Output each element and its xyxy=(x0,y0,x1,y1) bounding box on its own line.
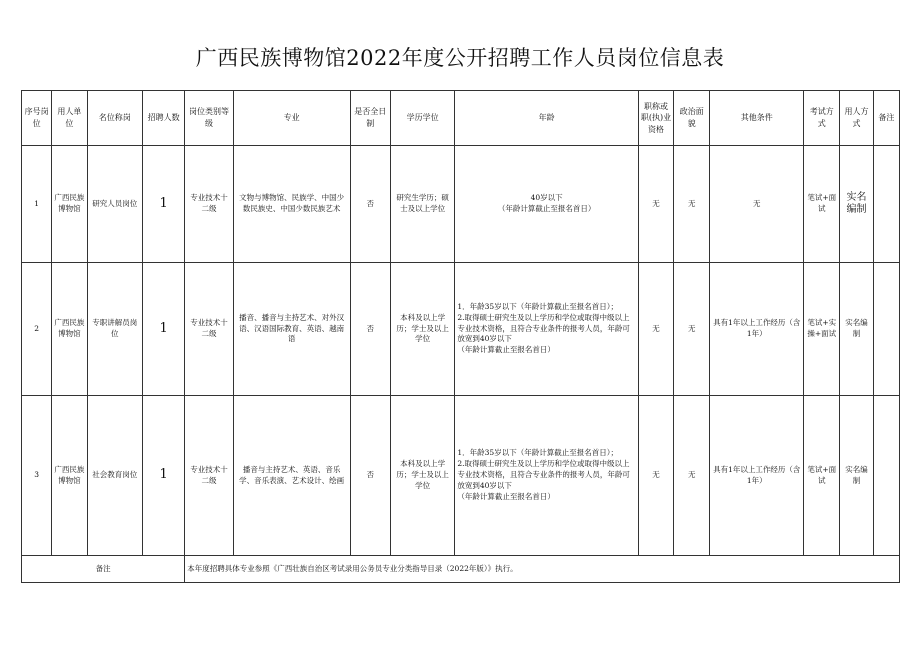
cell-seq: 1 xyxy=(22,146,52,263)
note-text: 本年度招聘具体专业参照《广西壮族自治区考试录用公务员专业分类指导目录（2022年版）》执行。 xyxy=(185,556,900,583)
cell-post: 专职讲解员岗位 xyxy=(87,263,142,396)
header-seq: 序号岗位 xyxy=(22,91,52,146)
cell-category: 专业技术十二级 xyxy=(185,263,233,396)
cell-education: 本科及以上学历；学士及以上学位 xyxy=(390,263,455,396)
header-education: 学历学位 xyxy=(390,91,455,146)
cell-employ: 实名编制 xyxy=(840,146,873,263)
cell-other: 无 xyxy=(710,146,804,263)
cell-political: 无 xyxy=(674,146,710,263)
cell-political: 无 xyxy=(674,396,710,556)
header-major: 专业 xyxy=(233,91,350,146)
age-line: 2.取得硕士研究生及以上学历和学位或取得中级以上专业技术资格，且符合专业条件的报考人员，年龄可放宽到40岁以下 xyxy=(457,459,630,490)
cell-seq: 2 xyxy=(22,263,52,396)
header-qualification: 职称或职(执)业资格 xyxy=(638,91,673,146)
cell-unit: 广西民族博物馆 xyxy=(52,146,87,263)
cell-political: 无 xyxy=(674,263,710,396)
cell-exam: 笔试+实操+面试 xyxy=(804,263,840,396)
cell-qualification: 无 xyxy=(638,263,673,396)
cell-education: 研究生学历；硕士及以上学位 xyxy=(390,146,455,263)
cell-exam: 笔试+面试 xyxy=(804,396,840,556)
cell-post: 研究人员岗位 xyxy=(87,146,142,263)
note-row xyxy=(22,556,900,583)
header-age: 年龄 xyxy=(455,91,638,146)
header-fulltime: 是否全日制 xyxy=(350,91,390,146)
header-employ: 用人方式 xyxy=(840,91,873,146)
age-line: （年龄计算截止至报名首日） xyxy=(457,345,555,355)
table-row xyxy=(22,146,900,263)
header-row xyxy=(22,91,900,146)
header-category: 岗位类别等级 xyxy=(185,91,233,146)
cell-remark xyxy=(873,146,899,263)
age-line: （年龄计算截止至报名首日） xyxy=(457,491,555,501)
cell-age xyxy=(455,396,638,556)
cell-employ: 实名编制 xyxy=(840,396,873,556)
age-line: 40岁以下 xyxy=(530,193,563,203)
cell-qualification: 无 xyxy=(638,396,673,556)
cell-age xyxy=(455,146,638,263)
cell-category: 专业技术十二级 xyxy=(185,396,233,556)
cell-other: 具有1年以上工作经历（含1年） xyxy=(710,396,804,556)
header-post-name: 名位称岗 xyxy=(87,91,142,146)
cell-remark xyxy=(873,263,899,396)
cell-major: 文物与博物馆、民族学、中国少数民族史、中国少数民族艺术 xyxy=(233,146,350,263)
cell-age xyxy=(455,263,638,396)
header-unit: 用人单位 xyxy=(52,91,87,146)
cell-remark xyxy=(873,396,899,556)
cell-major: 播音与主持艺术、英语、音乐学、音乐表演、艺术设计、绘画 xyxy=(233,396,350,556)
cell-post: 社会教育岗位 xyxy=(87,396,142,556)
age-line: 2.取得硕士研究生及以上学历和学位或取得中级以上专业技术资格，且符合专业条件的报考人员，年龄可放宽到40岁以下 xyxy=(457,312,630,344)
cell-seq: 3 xyxy=(22,396,52,556)
cell-employ: 实名编制 xyxy=(840,263,873,396)
age-line: （年龄计算截止至报名首日） xyxy=(497,204,596,213)
age-line: 1．年龄35岁以下（年龄计算截止至报名首日）； xyxy=(457,301,618,311)
job-info-table xyxy=(21,90,900,583)
cell-fulltime: 否 xyxy=(350,146,390,263)
cell-other: 具有1年以上工作经历（含1年） xyxy=(710,263,804,396)
header-political: 政治面貌 xyxy=(674,91,710,146)
cell-education: 本科及以上学历；学士及以上学位 xyxy=(390,396,455,556)
table-row xyxy=(22,263,900,396)
cell-exam: 笔试+面试 xyxy=(804,146,840,263)
cell-unit: 广西民族博物馆 xyxy=(52,396,87,556)
table-row xyxy=(22,396,900,556)
page-title: 广西民族博物馆2022年度公开招聘工作人员岗位信息表 xyxy=(195,46,725,70)
cell-fulltime: 否 xyxy=(350,263,390,396)
cell-count: 1 xyxy=(142,263,184,396)
cell-count: 1 xyxy=(142,146,184,263)
cell-qualification: 无 xyxy=(638,146,673,263)
header-count: 招聘人数 xyxy=(142,91,184,146)
note-label: 备注 xyxy=(22,556,185,583)
cell-unit: 广西民族博物馆 xyxy=(52,263,87,396)
cell-major: 播音、播音与主持艺术、对外汉语、汉语国际教育、英语、越南语 xyxy=(233,263,350,396)
cell-fulltime: 否 xyxy=(350,396,390,556)
header-remark: 备注 xyxy=(873,91,899,146)
header-other: 其他条件 xyxy=(710,91,804,146)
age-line: 1．年龄35岁以下（年龄计算截止至报名首日）； xyxy=(457,448,618,458)
cell-category: 专业技术十二级 xyxy=(185,146,233,263)
cell-count: 1 xyxy=(142,396,184,556)
header-exam: 考试方式 xyxy=(804,91,840,146)
